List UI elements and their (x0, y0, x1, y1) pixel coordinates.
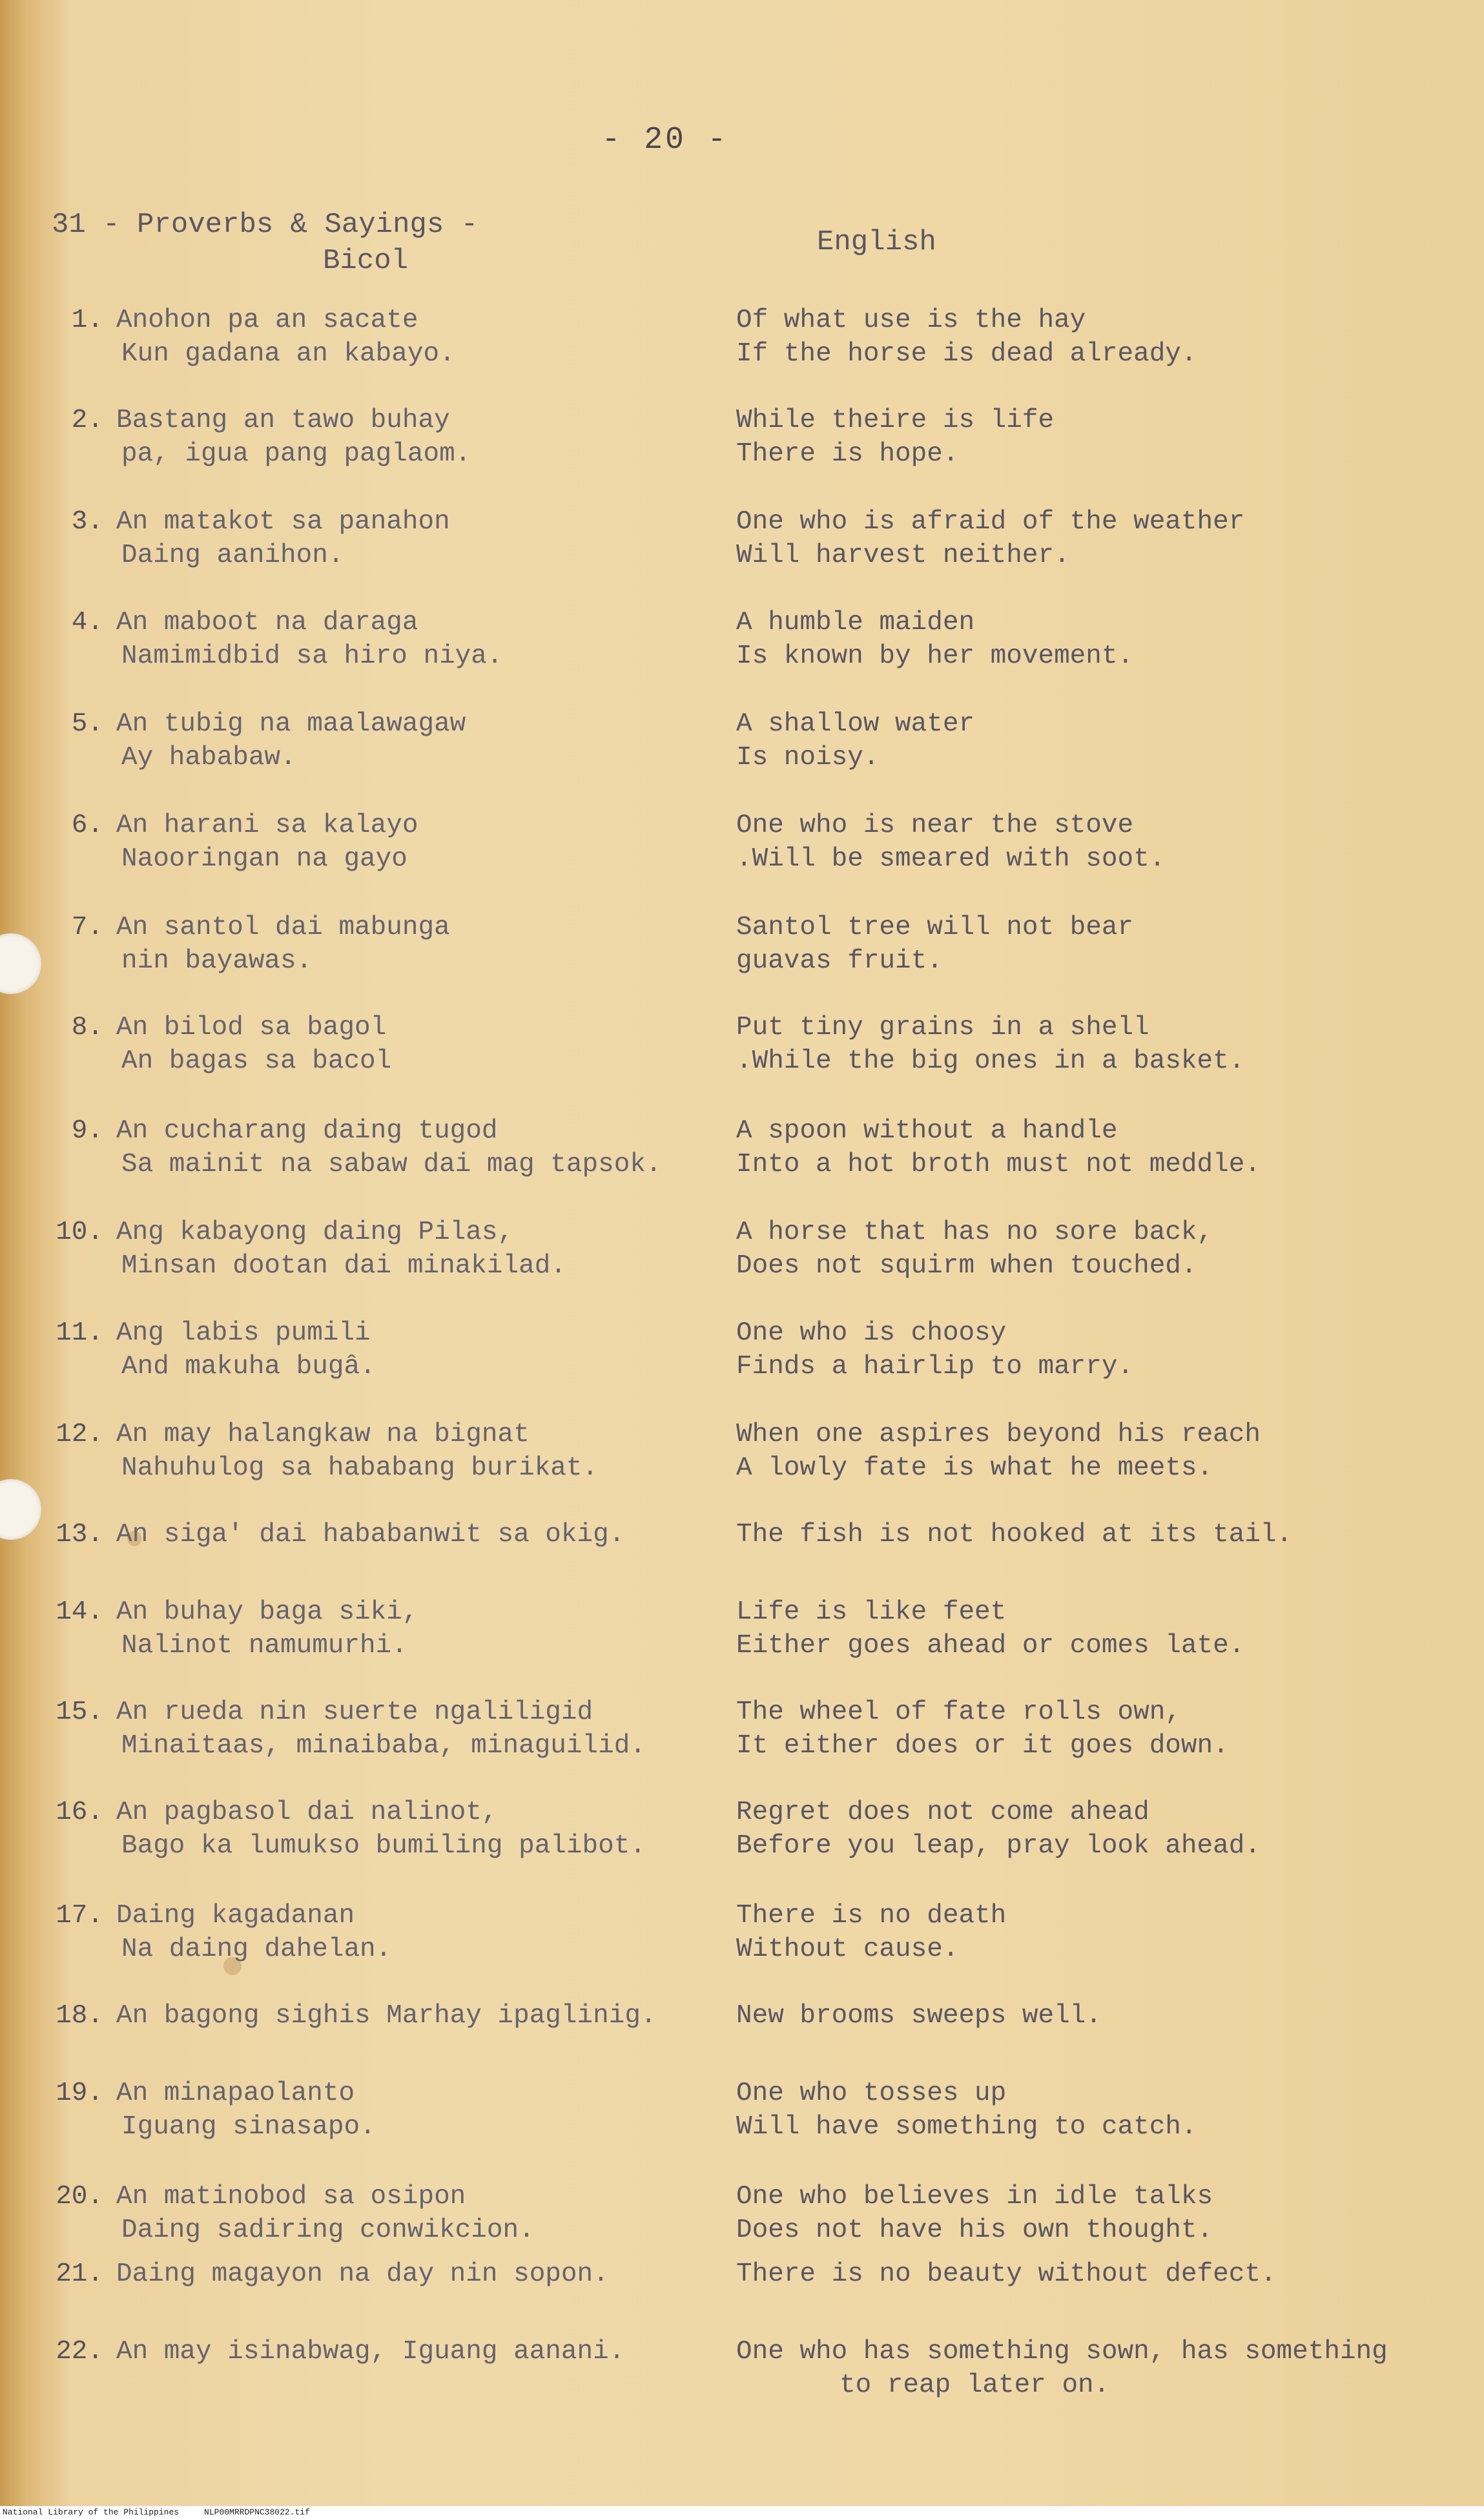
bicol-line: An may isinabwag, Iguang aanani. (116, 2337, 625, 2367)
bicol-line: Na daing dahelan. (121, 1934, 392, 1964)
proverb-english (736, 1216, 1459, 1283)
proverb-bicol (116, 2257, 762, 2291)
bicol-line: An may halangkaw na bignat (116, 1420, 530, 1449)
proverb-number: 15. (56, 1697, 103, 1727)
bicol-line: An matinobod sa osipon (116, 2182, 466, 2212)
proverb-bicol (116, 1518, 762, 1551)
bicol-line: Anohon pa an sacate (116, 306, 418, 335)
english-line: There is hope. (736, 439, 959, 469)
proverb-bicol (116, 2077, 762, 2144)
proverb-number: 6. (71, 811, 103, 840)
proverb-english (736, 1695, 1459, 1763)
bicol-line: An harani sa kalayo (116, 811, 418, 840)
bicol-line: An cucharang daing tugod (116, 1116, 498, 1146)
proverb-number: 5. (71, 709, 103, 739)
footer-bar (0, 2506, 1484, 2519)
bicol-line: Nalinot namumurhi. (121, 1631, 407, 1661)
proverb-number: 7. (71, 913, 103, 942)
proverb-number: 4. (71, 608, 103, 638)
proverb-english (736, 606, 1459, 673)
proverb-number: 2. (71, 406, 103, 435)
bicol-line: Minsan dootan dai minakilad. (121, 1251, 566, 1281)
proverb-english (736, 304, 1459, 371)
proverb-number: 16. (56, 1798, 103, 1827)
proverb-number: 18. (56, 2001, 103, 2031)
english-line: Finds a hairlip to marry. (736, 1352, 1134, 1382)
english-line: guavas fruit. (736, 946, 943, 976)
proverb-number: 3. (71, 507, 103, 537)
bicol-line: Daing kagadanan (116, 1901, 355, 1931)
english-line: One who is choosy (736, 1318, 1007, 1348)
bicol-line: Daing aanihon. (121, 541, 344, 570)
section-title: 31 - Proverbs & Sayings - (52, 209, 479, 241)
proverb-bicol (116, 404, 762, 471)
english-line: There is no beauty without defect. (736, 2259, 1277, 2289)
proverb-number: 12. (56, 1420, 103, 1449)
english-line: Either goes ahead or comes late. (736, 1631, 1245, 1661)
bicol-line: An minapaolanto (116, 2078, 355, 2108)
bicol-line: An santol dai mabunga (116, 913, 450, 942)
english-line: A humble maiden (736, 608, 975, 638)
proverb-number: 19. (56, 2078, 103, 2108)
english-line: One who is afraid of the weather (736, 507, 1245, 537)
bicol-line: Bastang an tawo buhay (116, 406, 450, 435)
bicol-line: nin bayawas. (121, 946, 313, 976)
bicol-line: Sa mainit na sabaw dai mag tapsok. (121, 1150, 662, 1179)
english-line: One who believes in idle talks (736, 2182, 1213, 2212)
english-line: Before you leap, pray look ahead. (736, 1831, 1261, 1861)
bicol-column-heading: Bicol (323, 245, 409, 277)
proverb-bicol (116, 1796, 762, 1863)
bicol-line: Nahuhulog sa hababang burikat. (121, 1453, 599, 1483)
proverb-bicol (116, 1316, 762, 1384)
english-line: One who tosses up (736, 2078, 1007, 2108)
proverb-english (736, 2257, 1459, 2291)
english-line: While theire is life (736, 406, 1055, 435)
proverb-bicol (116, 2335, 762, 2369)
english-line: Without cause. (736, 1934, 959, 1964)
english-line: One who is near the stove (736, 811, 1134, 840)
proverb-english (736, 1518, 1459, 1551)
proverb-number: 10. (56, 1218, 103, 1247)
archive-footer: National Library of the Philippines NLP00MRRDPNC38022.tif (3, 2507, 310, 2517)
bicol-line: An tubig na maalawagaw (116, 709, 466, 739)
english-line: New brooms sweeps well. (736, 2001, 1102, 2031)
bicol-line: Bago ka lumukso bumiling palibot. (121, 1831, 646, 1861)
proverb-number: 14. (56, 1597, 103, 1627)
proverb-bicol (116, 1999, 762, 2033)
bicol-line: An bagas sa bacol (121, 1046, 392, 1076)
proverb-bicol (116, 304, 762, 371)
english-line: Will harvest neither. (736, 541, 1070, 570)
bicol-line: An rueda nin suerte ngaliligid (116, 1697, 593, 1727)
english-line: If the horse is dead already. (736, 339, 1197, 369)
proverb-bicol (116, 1899, 762, 1966)
proverb-number: 17. (56, 1901, 103, 1931)
proverb-bicol (116, 2180, 762, 2247)
proverb-number: 9. (71, 1116, 103, 1146)
proverb-english (736, 2335, 1459, 2402)
english-line: Will have something to catch. (736, 2112, 1197, 2142)
english-line: When one aspires beyond his reach (736, 1420, 1261, 1449)
proverb-english (736, 1796, 1459, 1863)
bicol-line: Minaitaas, minaibaba, minaguilid. (121, 1731, 646, 1761)
english-line: Does not squirm when touched. (736, 1251, 1197, 1281)
bicol-line: An bilod sa bagol (116, 1013, 387, 1042)
proverb-bicol (116, 1011, 762, 1078)
bicol-line: And makuha bugâ. (121, 1352, 376, 1382)
bicol-line: An buhay baga siki, (116, 1597, 418, 1627)
english-line: to reap later on. (840, 2370, 1110, 2400)
proverb-english (736, 1899, 1459, 1966)
english-line: A spoon without a handle (736, 1116, 1118, 1146)
bicol-line: An pagbasol dai nalinot, (116, 1798, 498, 1827)
bicol-line: Ay hababaw. (121, 743, 296, 772)
english-column-heading: English (817, 226, 936, 258)
page-number: - 20 - (601, 123, 729, 158)
proverb-number: 1. (71, 306, 103, 335)
english-line: .While the big ones in a basket. (736, 1046, 1245, 1076)
proverb-english (736, 2180, 1459, 2247)
proverb-english (736, 404, 1459, 471)
proverb-english (736, 2077, 1459, 2144)
proverb-bicol (116, 911, 762, 978)
english-line: Does not have his own thought. (736, 2215, 1213, 2245)
bicol-line: Ang kabayong daing Pilas, (116, 1218, 514, 1247)
bicol-line: An bagong sighis Marhay ipaglinig. (116, 2001, 657, 2031)
proverb-english (736, 1999, 1459, 2033)
proverb-english (736, 1595, 1459, 1663)
proverb-number: 13. (56, 1520, 103, 1550)
proverb-english (736, 1316, 1459, 1384)
proverb-english (736, 505, 1459, 572)
proverb-bicol (116, 1595, 762, 1663)
english-line: There is no death (736, 1901, 1007, 1931)
bicol-line: pa, igua pang paglaom. (121, 439, 471, 469)
proverb-english (736, 1114, 1459, 1181)
english-line: A shallow water (736, 709, 975, 739)
bicol-line: An matakot sa panahon (116, 507, 450, 537)
proverb-bicol (116, 809, 762, 876)
english-line: A horse that has no sore back, (736, 1218, 1213, 1247)
bicol-line: Daing sadiring conwikcion. (121, 2215, 535, 2245)
proverb-bicol (116, 1418, 762, 1485)
bicol-line: An maboot na daraga (116, 608, 418, 638)
bicol-line: Iguang sinasapo. (121, 2112, 376, 2142)
english-line: Into a hot broth must not meddle. (736, 1150, 1261, 1179)
english-line: One who has something sown, has something (736, 2337, 1388, 2367)
english-line: Is known by her movement. (736, 641, 1134, 671)
proverb-bicol (116, 606, 762, 673)
proverb-number: 11. (56, 1318, 103, 1348)
bicol-line: Daing magayon na day nin sopon. (116, 2259, 609, 2289)
proverb-bicol (116, 505, 762, 572)
bicol-line: An siga' dai hababanwit sa okig. (116, 1520, 625, 1550)
english-line: Of what use is the hay (736, 306, 1086, 335)
proverb-bicol (116, 707, 762, 774)
proverb-english (736, 1418, 1459, 1485)
english-line: Life is like feet (736, 1597, 1007, 1627)
english-line: The wheel of fate rolls own, (736, 1697, 1181, 1727)
section-heading (52, 207, 478, 279)
english-line: The fish is not hooked at its tail. (736, 1520, 1293, 1550)
proverb-english (736, 911, 1459, 978)
english-line: Santol tree will not bear (736, 913, 1134, 942)
english-line: .Will be smeared with soot. (736, 844, 1166, 874)
proverb-number: 8. (71, 1013, 103, 1042)
proverb-bicol (116, 1114, 762, 1181)
english-line: Put tiny grains in a shell (736, 1013, 1149, 1042)
proverb-english (736, 809, 1459, 876)
bicol-line: Ang labis pumili (116, 1318, 371, 1348)
bicol-line: Kun gadana an kabayo. (121, 339, 455, 369)
bicol-line: Naooringan na gayo (121, 844, 407, 874)
proverb-number: 21. (56, 2259, 103, 2289)
proverb-bicol (116, 1695, 762, 1763)
proverb-number: 20. (56, 2182, 103, 2212)
english-line: Regret does not come ahead (736, 1798, 1149, 1827)
proverb-english (736, 707, 1459, 774)
english-line: A lowly fate is what he meets. (736, 1453, 1213, 1483)
english-line: Is noisy. (736, 743, 880, 772)
proverb-number: 22. (56, 2337, 103, 2367)
proverb-english (736, 1011, 1459, 1078)
proverb-bicol (116, 1216, 762, 1283)
bicol-line: Namimidbid sa hiro niya. (121, 641, 503, 671)
english-line: It either does or it goes down. (736, 1731, 1229, 1761)
